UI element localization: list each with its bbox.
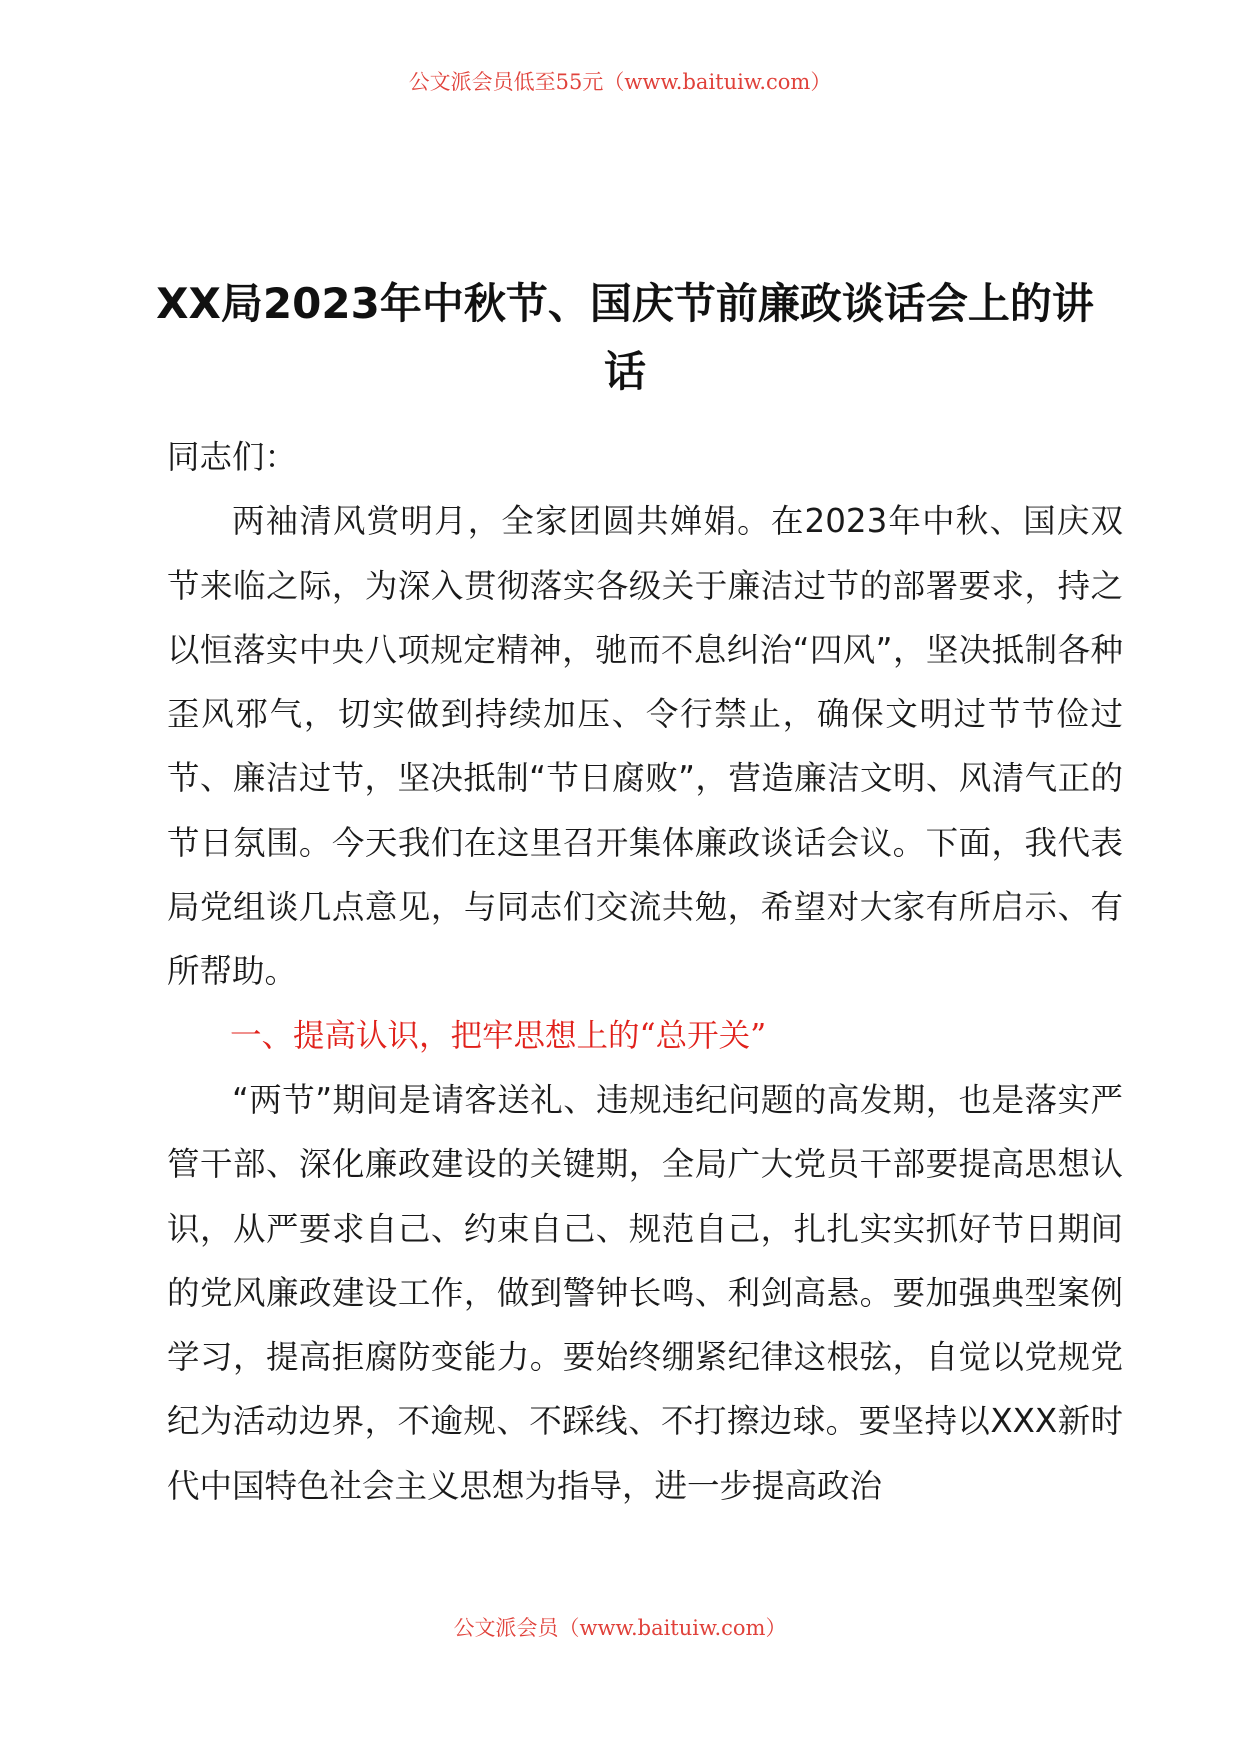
watermark-header: 公文派会员低至55元（www.baituiw.com）	[408, 70, 832, 94]
intro-paragraph: 两袖清风赏明月，全家团圆共婵娟。在2023年中秋、国庆双节来临之际，为深入贯彻落实各级关于廉洁过节的部署要求，持之以恒落实中央八项规定精神，驰而不息纠治“四风”，坚决抵制各种歪风邪气，切实做到持续加压、令行禁止，确保文明过节节俭过节、廉洁过节，坚决抵制“节日腐败”，营造廉洁文明、风清气正的节日氛围。今天我们在这里召开集体廉政谈话会议。下面，我代表局党组谈几点意见，与同志们交流共勉，希望对大家有所启示、有所帮助。	[167, 502, 1123, 991]
greeting: 同志们：	[167, 438, 298, 476]
watermark-footer: 公文派会员（www.baituiw.com）	[453, 1616, 787, 1640]
section-heading-1: 一、提高认识，把牢思想上的“总开关”	[230, 1017, 767, 1054]
document-body	[167, 425, 1123, 1518]
document-title: XX局2023年中秋节、国庆节前廉政谈话会上的讲话	[156, 279, 1094, 396]
section-1-paragraph: “两节”期间是请客送礼、违规违纪问题的高发期，也是落实严管干部、深化廉政建设的关键期，全局广大党员干部要提高思想认识，从严要求自己、约束自己、规范自己，扎扎实实抓好节日期间的党风廉政建设工作，做到警钟长鸣、利剑高悬。要加强典型案例学习，提高拒腐防变能力。要始终绷紧纪律这根弦，自觉以党规党纪为活动边界，不逾规、不踩线、不打擦边球。要坚持以XXX新时代中国特色社会主义思想为指导，进一步提高政治	[167, 1080, 1123, 1505]
